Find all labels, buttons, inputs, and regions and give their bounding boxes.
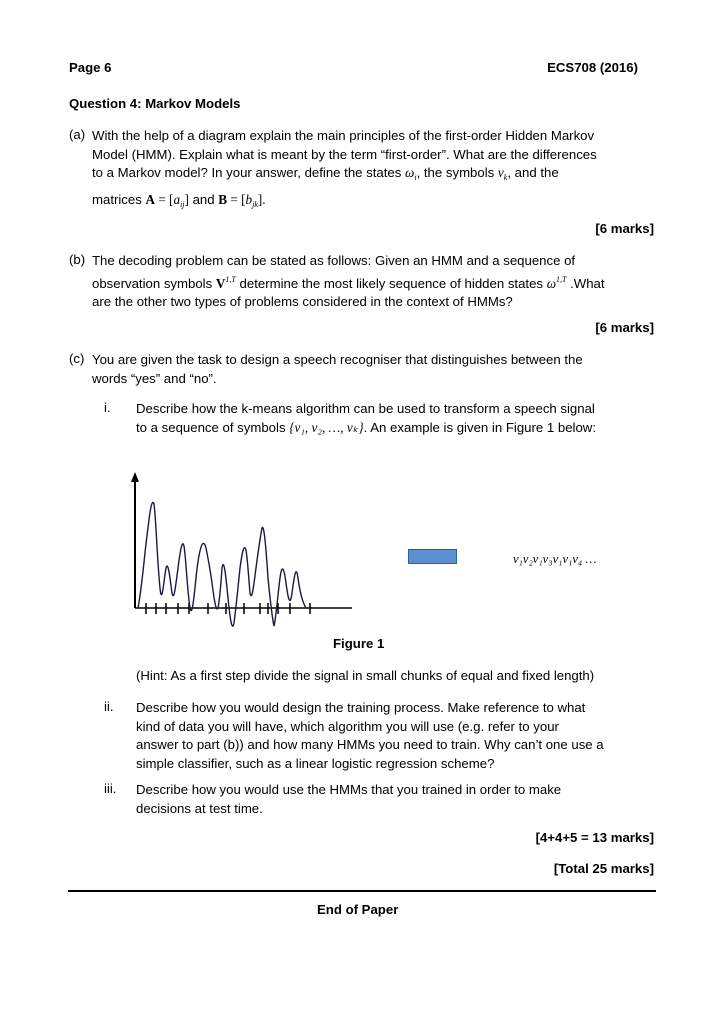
part-a-marks: [6 marks] bbox=[595, 221, 654, 236]
page-number: Page 6 bbox=[69, 60, 112, 75]
item-ii-number: ii. bbox=[104, 699, 114, 714]
figure-caption: Figure 1 bbox=[333, 636, 385, 651]
part-c-marks: [4+4+5 = 13 marks] bbox=[535, 830, 654, 845]
speech-signal-figure bbox=[120, 468, 360, 628]
item-iii-text: Describe how you would use the HMMs that you trained in order to make decisions at test time. bbox=[136, 782, 562, 816]
part-c-label: (c) bbox=[69, 351, 85, 366]
part-b-label: (b) bbox=[69, 252, 86, 267]
item-ii-text: Describe how you would design the training process. Make reference to what kind of data you will have, which algorithm you will use (e.g. refer to your answer to part (b)) and how many HMMs you need to train. Why can’t one use a simple classifier, such as a linear logistic regression scheme? bbox=[136, 700, 604, 771]
part-b-text: The decoding problem can be stated as follows: Given an HMM and a sequence of observation symbols $V^{1,T}$ determine the most likely sequence of hidden states $\omega^{1,T}$ .What are the other two types of problems considered in the context of HMMs? bbox=[92, 253, 605, 310]
y-axis-arrow bbox=[131, 472, 139, 482]
part-a-label: (a) bbox=[69, 127, 86, 142]
total-marks: [Total 25 marks] bbox=[553, 861, 654, 876]
item-i-number: i. bbox=[104, 400, 111, 415]
item-iii-number: iii. bbox=[104, 781, 117, 796]
transform-arrow-box bbox=[408, 549, 457, 564]
symbol-sequence: v₁v₂v₁v₃v₁v₁v₄ … bbox=[513, 552, 597, 566]
part-b-marks: [6 marks] bbox=[595, 320, 654, 335]
footer-divider bbox=[68, 890, 656, 892]
course-code: ECS708 (2016) bbox=[547, 60, 638, 75]
question-title: Question 4: Markov Models bbox=[69, 96, 241, 111]
part-a-text: With the help of a diagram explain the main principles of the first-order Hidden Markov Model (HMM). Explain what is meant by the term “first-order”. What are the differences to a Markov model? In your answer, define the states $\omega_i$, the symbols $v_k$, and the matrices $A = [a_{ij}]$ and $B = [b_{jk}]$. bbox=[92, 128, 597, 209]
item-i-text: Describe how the k-means algorithm can be used to transform a speech signal to a sequence of symbols {v₁, v₂, …, vₖ}. An example is given in Figure 1 below: bbox=[136, 401, 596, 435]
figure-hint: (Hint: As a first step divide the signal in small chunks of equal and fixed length) bbox=[136, 668, 595, 683]
end-of-paper: End of Paper bbox=[317, 902, 399, 917]
part-c-text: You are given the task to design a speech recogniser that distinguishes between the words “yes” and “no”. bbox=[92, 352, 583, 386]
